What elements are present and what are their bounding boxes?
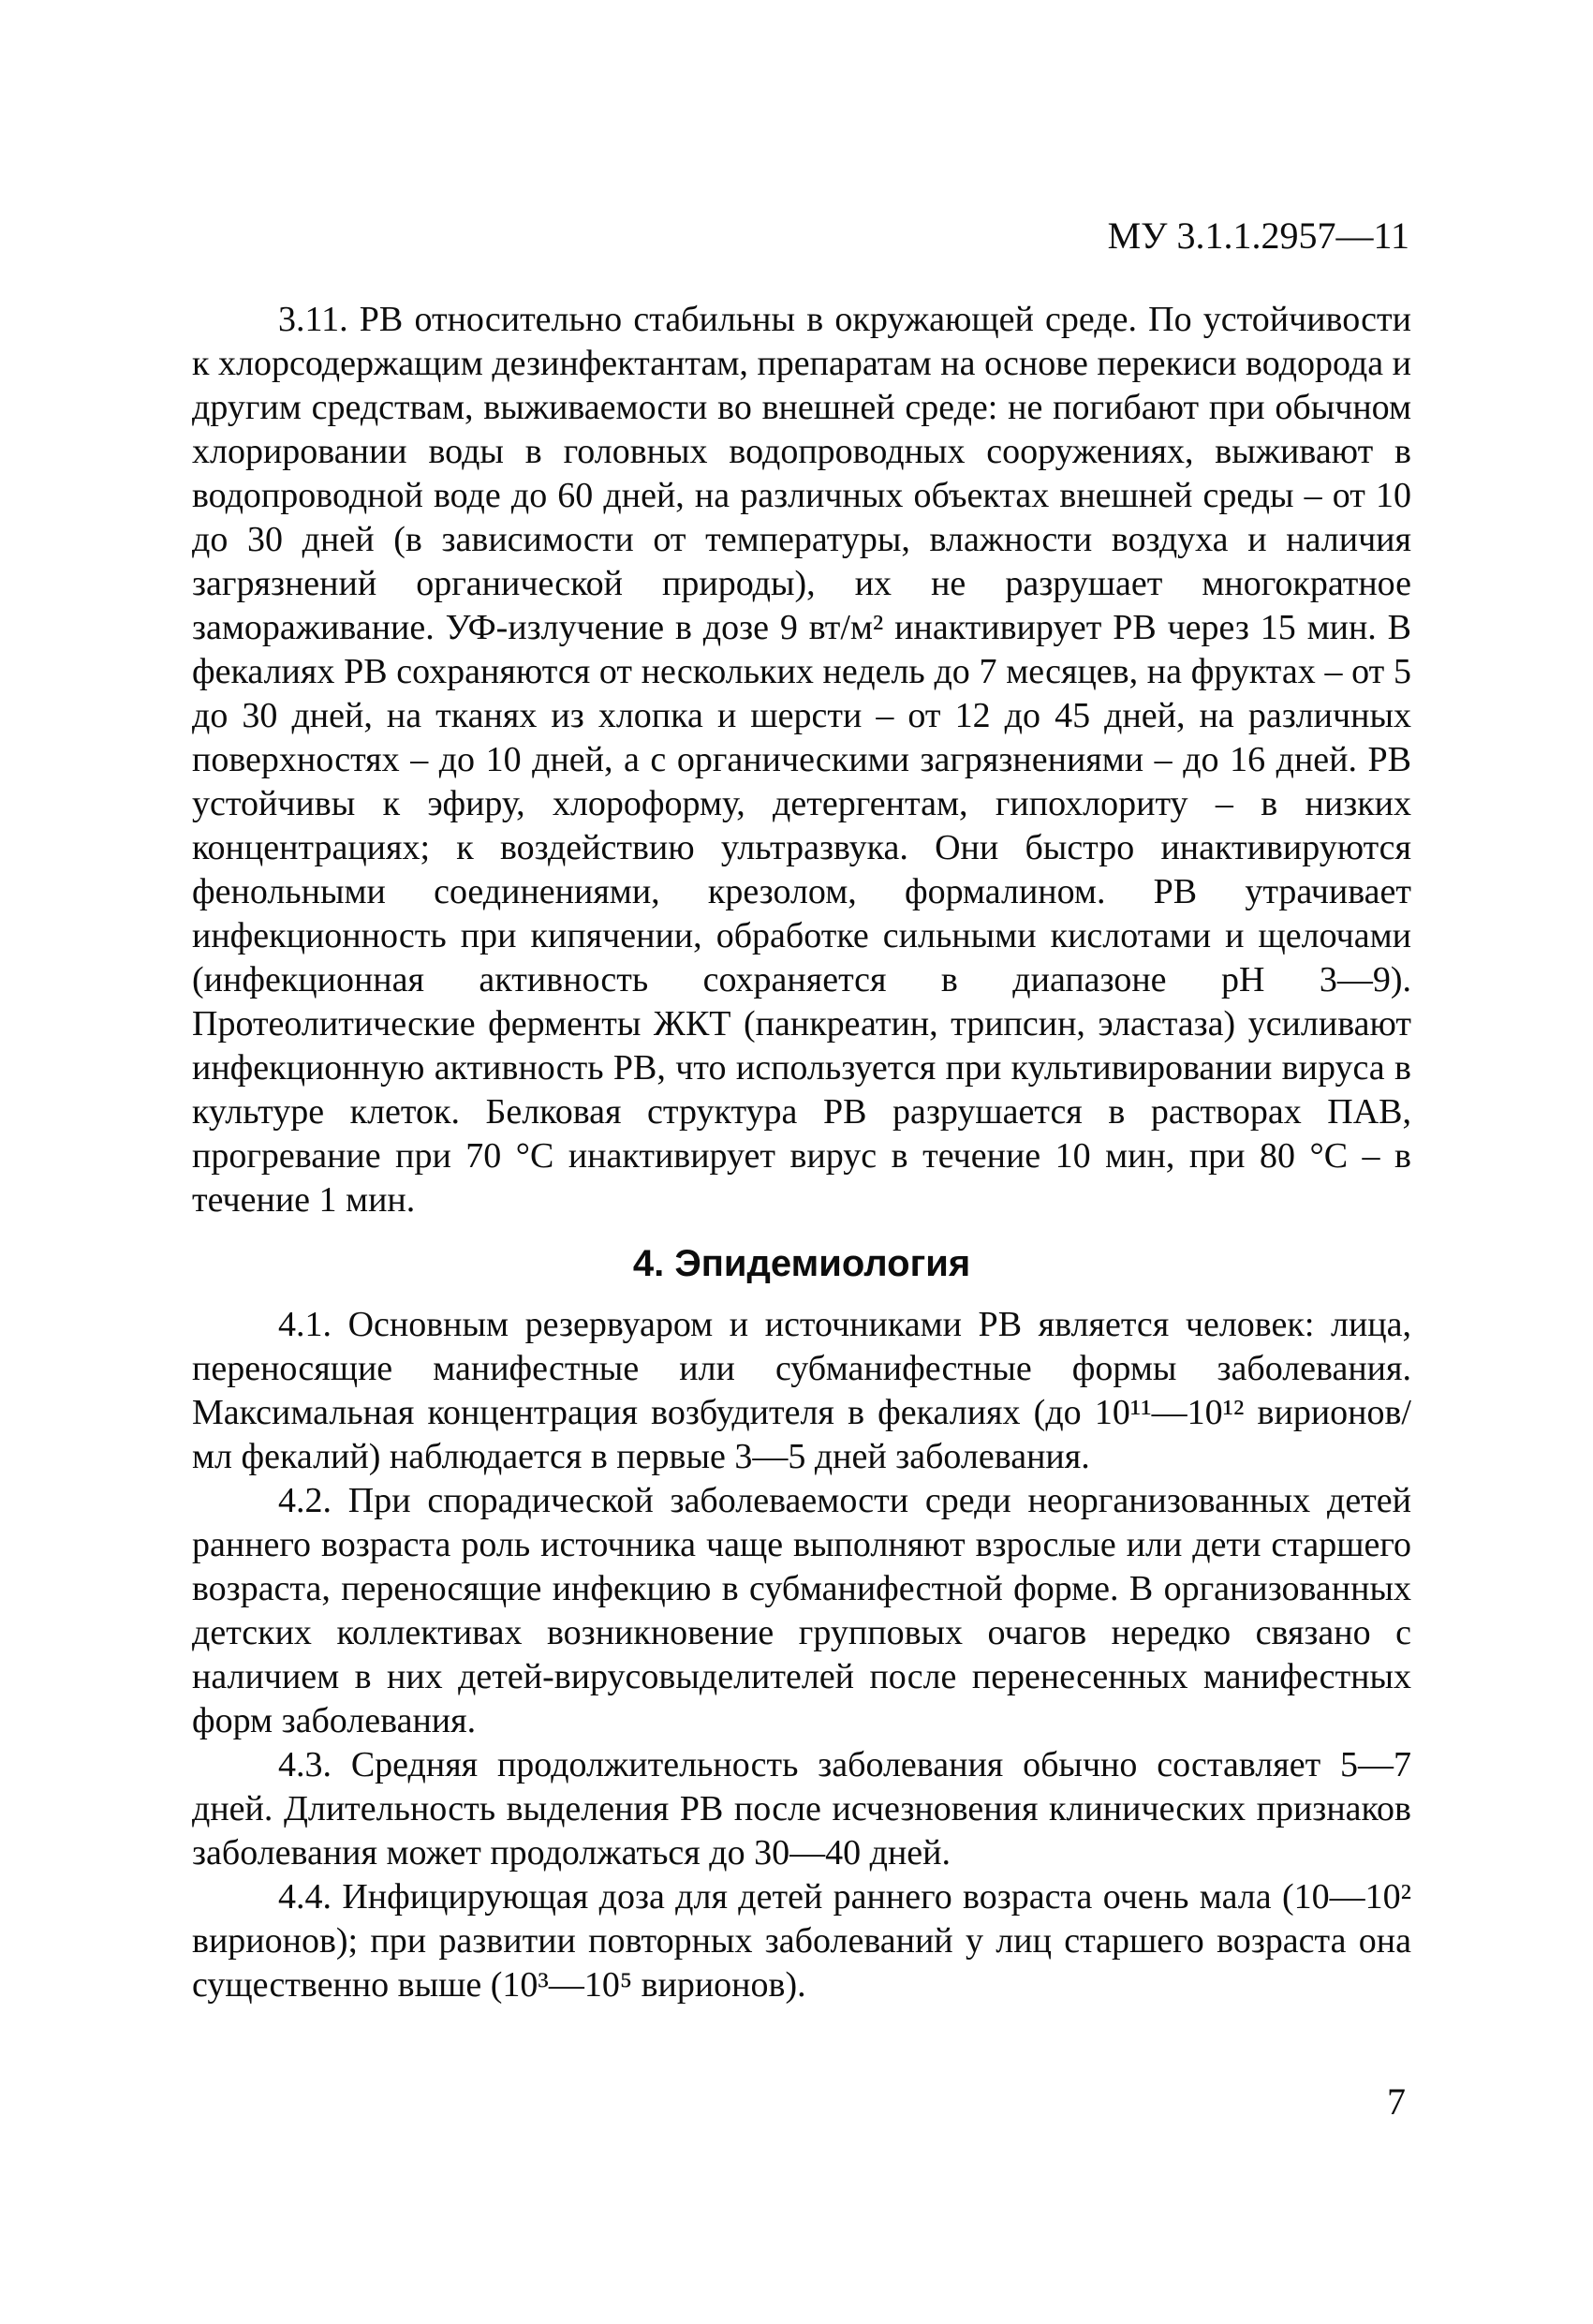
paragraph-4-1: 4.1. Основным резервуаром и источниками РВ является человек: лица, переносящие манифестные или субманифестные формы заболевания. Максимальная концентрация возбудителя в фекалиях (до 10¹¹—10¹² вирионов/мл фекалий) наблюдается в первые 3—5 дней заболевания. bbox=[192, 1305, 1411, 1476]
paragraph-3-11: 3.11. РВ относительно стабильны в окружающей среде. По устойчивости к хлорсодержащим дезинфектантам, препаратам на основе перекиси водорода и другим средствам, выживаемости во внешней среде: не погибают при обычном хлорировании воды в головных водопроводных сооружениях, выживают в водопроводной воде до 60 дней, на различных объектах внешней среды – от 10 до 30 дней (в зависимости от температуры, влажности воздуха и наличия загрязнений органической природы), их не разрушает многократное замораживание. УФ-излучение в дозе 9 вт/м² инактивирует РВ через 15 мин. В фекалиях РВ сохраняются от нескольких недель до 7 месяцев, на фруктах – от 5 до 30 дней, на тканях из хлопка и шерсти – от 12 до 45 дней, на различных поверхностях – до 10 дней, а с органическими загрязнениями – до 16 дней. РВ устойчивы к эфиру, хлороформу, детергентам, гипохлориту – в низких концентрациях; к воздействию ультразвука. Они быстро инактивируются фенольными соединениями, крезолом, формалином. РВ утрачивает инфекционность при кипячении, обработке сильными кислотами и щелочами (инфекционная активность сохраняется в диапазоне рН 3—9). Протеолитические ферменты ЖКТ (панкреатин, трипсин, эластаза) усиливают инфекционную активность РВ, что используется при культивировании вируса в культуре клеток. Белковая структура РВ разрушается в растворах ПАВ, прогревание при 70 °С инактивирует вирус в течение 10 мин, при 80 °С – в течение 1 мин. bbox=[192, 300, 1411, 1220]
document-code: МУ 3.1.1.2957—11 bbox=[1107, 215, 1409, 257]
paragraph-4-4: 4.4. Инфицирующая доза для детей раннего возраста очень мала (10—10² вирионов); при развитии повторных заболеваний у лиц старшего возраста она существенно выше (10³—10⁵ вирионов). bbox=[192, 1877, 1411, 2005]
section-heading-epidemiology: 4. Эпидемиология bbox=[632, 1243, 971, 1284]
paragraph-4-3: 4.3. Средняя продолжительность заболевания обычно составляет 5—7 дней. Длительность выделения РВ после исчезновения клинических признаков заболевания может продолжаться до 30—40 дней. bbox=[192, 1745, 1411, 1873]
paragraph-4-2: 4.2. При спорадической заболеваемости среди неорганизованных детей раннего возраста роль источника чаще выполняют взрослые или дети старшего возраста, переносящие инфекцию в субманифестной форме. В организованных детских коллективах возникновение групповых очагов нередко связано с наличием в них детей-вирусовыделителей после перенесенных манифестных форм заболевания. bbox=[192, 1481, 1411, 1740]
page-body bbox=[192, 298, 1411, 2007]
page-number: 7 bbox=[1387, 2080, 1406, 2123]
